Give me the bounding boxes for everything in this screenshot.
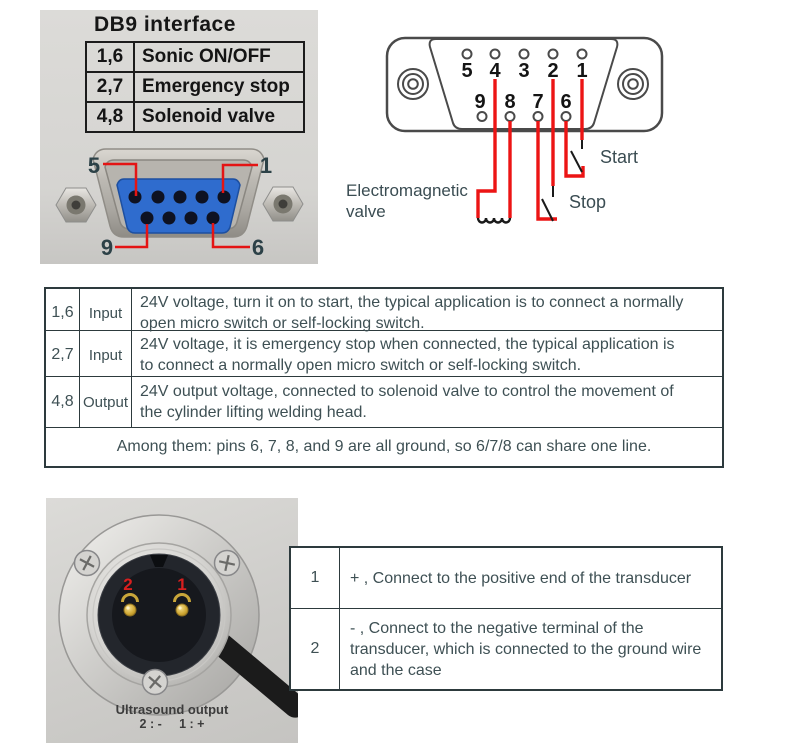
description-cell: - , Connect to the negative terminal of the transducer, which is connected to the ground wire and the case <box>350 619 702 679</box>
description-cell: 24V voltage, it is emergency stop when connected, the typical application is to connect a normally open micro switch or self-locking switch. <box>140 336 675 374</box>
table-row <box>87 73 303 103</box>
table-row <box>46 377 722 428</box>
pin-cell: 1 <box>291 548 340 608</box>
table-footer-note: Among them: pins 6, 7, 8, and 9 are all ground, so 6/7/8 can share one line. <box>116 438 652 455</box>
pin-function-table <box>44 287 724 468</box>
stop-label: Stop <box>569 192 607 212</box>
function-cell: Emergency stop <box>142 76 290 97</box>
left-jackscrew-icon <box>56 188 96 222</box>
pin-number: 6 <box>560 91 572 113</box>
db9-panel-title: DB9 interface <box>94 13 236 36</box>
table-row <box>46 331 722 377</box>
db9-female-connector-image <box>40 145 318 264</box>
pin-number: 2 <box>547 60 559 82</box>
description-cell: 24V output voltage, connected to solenoid valve to control the movement of the cylinder lifting welding head. <box>140 383 674 421</box>
pin-number: 5 <box>461 60 473 82</box>
pin-number: 4 <box>489 60 501 82</box>
description-cell: + , Connect to the positive end of the transducer <box>350 569 692 587</box>
pin-number: 9 <box>474 91 486 113</box>
callout-pin6: 6 <box>251 235 265 260</box>
pin-number: 8 <box>504 91 516 113</box>
pin-cell: 2 <box>291 609 340 689</box>
function-cell: Sonic ON/OFF <box>142 46 271 67</box>
pin-cell: 4,8 <box>87 103 135 131</box>
pin-number: 3 <box>518 60 530 82</box>
db9-photo-panel <box>40 10 318 264</box>
table-row <box>46 289 722 331</box>
pin2-marker: 2 <box>123 575 133 594</box>
table-row <box>87 103 303 131</box>
screw-icon <box>143 670 168 695</box>
pin-number: 7 <box>532 91 544 113</box>
table-row <box>87 43 303 73</box>
pins-cell: 1,6 <box>46 289 80 337</box>
description-cell: 24V voltage, turn it on to start, the typical application is to connect a normally open micro switch or self-locking switch. <box>140 294 684 332</box>
coil-symbol <box>478 218 510 223</box>
table-row <box>291 548 721 609</box>
table-row <box>291 609 721 689</box>
pin-cell: 2,7 <box>87 73 135 101</box>
pins-cell: 4,8 <box>46 377 80 427</box>
electromagnetic-valve-label: Electromagnetic valve <box>346 181 468 222</box>
pin1-marker: 1 <box>177 575 187 594</box>
stop-switch-symbol <box>542 186 553 221</box>
pins-cell: 2,7 <box>46 331 80 379</box>
callout-pin1: 1 <box>259 153 273 178</box>
callout-pin5: 5 <box>87 153 101 178</box>
ultrasound-output-photo-panel <box>46 498 298 743</box>
start-switch-symbol <box>571 140 582 172</box>
transducer-table <box>289 546 723 691</box>
function-cell: Solenoid valve <box>142 106 276 127</box>
pin-number: 1 <box>576 60 588 82</box>
pin-cell: 1,6 <box>87 43 135 71</box>
screw-icon <box>75 551 100 576</box>
type-cell: Input <box>80 331 132 379</box>
type-cell: Input <box>80 289 132 337</box>
screw-icon <box>215 551 240 576</box>
polarity-caption: 2 : - 1 : + <box>139 717 205 731</box>
db9-label-table <box>85 41 305 133</box>
callout-pin9: 9 <box>100 235 114 260</box>
type-cell: Output <box>80 377 132 427</box>
ultrasound-output-caption: Ultrasound output <box>115 702 229 717</box>
start-label: Start <box>600 147 639 167</box>
right-jackscrew-icon <box>263 187 303 221</box>
